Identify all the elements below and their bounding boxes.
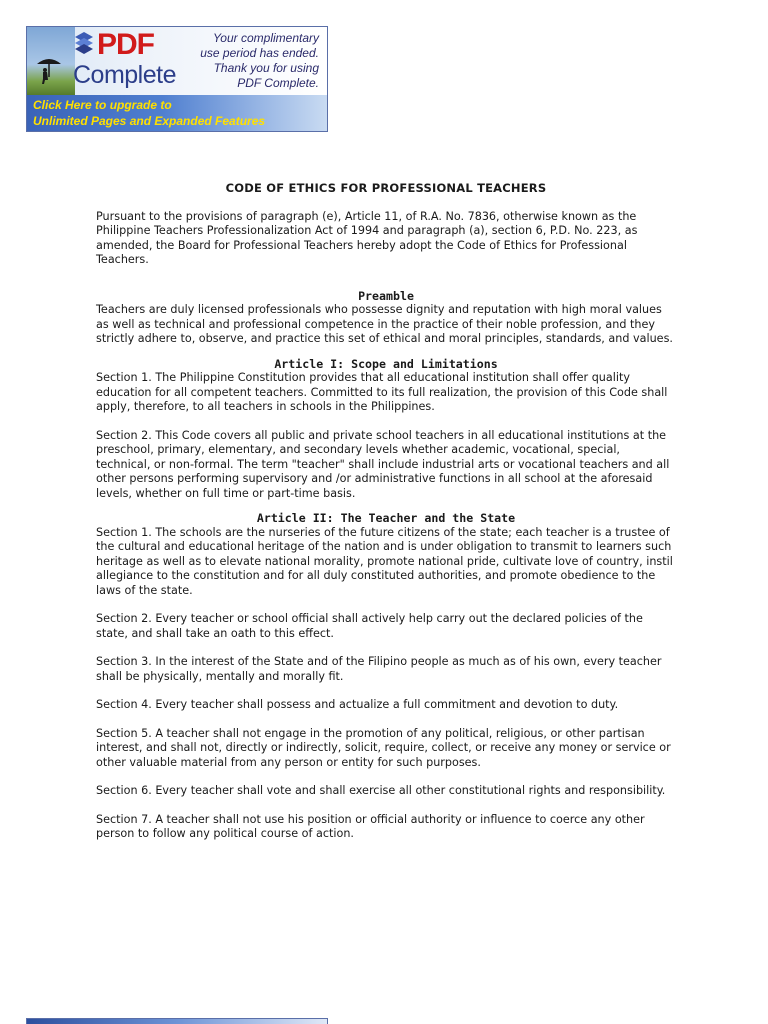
article-2-section-5: Section 5. A teacher shall not engage in the promotion of any political, religious, or other partisan interest, and shall not, directly or indirectly, solicit, require, collect, or receive any money or service or other valuable material from any person or entity for such purposes. xyxy=(96,726,671,769)
logo-complete-text: Complete xyxy=(73,61,176,89)
upgrade-cta-line[interactable]: Unlimited Pages and Expanded Features xyxy=(33,114,266,128)
article-2-section-2: Section 2. Every teacher or school official shall actively help carry out the declared policies of the state, and shall take an oath to this effect. xyxy=(96,612,643,640)
upgrade-cta[interactable] xyxy=(33,97,265,129)
banner-message-line: use period has ended. xyxy=(200,46,319,60)
banner-message-line: Thank you for using xyxy=(213,61,319,75)
banner-message xyxy=(179,31,319,91)
upgrade-link[interactable] xyxy=(27,95,327,132)
article-2-section-4: Section 4. Every teacher shall possess and actualize a full commitment and devotion to duty. xyxy=(96,698,619,711)
document-body xyxy=(96,181,676,856)
pdf-complete-banner[interactable] xyxy=(26,26,328,132)
article-2-section-1: Section 1. The schools are the nurseries of the future citizens of the state; each teacher is a trustee of the cultural and educational heritage of the nation and is under obligation to transmit to learners such heritage as well as to elevate national morality, promote national pride, cultivate love of country, instil allegiance to the constitution and for all duly constituted authorities, and promote obedience to the laws of the state. xyxy=(96,525,673,597)
article-1-section-2: Section 2. This Code covers all public and private school teachers in all educational institutions at the preschool, primary, elementary, and secondary levels whether academic, vocational, special, technical, or non-formal. The term "teacher" shall include industrial arts or vocational teachers and all other persons performing supervisory and /or administrative functions in all school at the aforesaid levels, whether on full time or part-time basis. xyxy=(96,428,670,500)
article-2-section-6: Section 6. Every teacher shall vote and shall exercise all other constitutional rights and responsibility. xyxy=(96,784,666,797)
article-2-heading: Article II: The Teacher and the State xyxy=(256,511,516,525)
article-1-heading: Article I: Scope and Limitations xyxy=(274,356,498,371)
preamble-heading: Preamble xyxy=(358,288,414,303)
umbrella-figure-icon xyxy=(35,55,63,85)
banner-message-line: PDF Complete. xyxy=(237,76,319,90)
intro-paragraph: Pursuant to the provisions of paragraph (e), Article 11, of R.A. No. 7836, otherwise known as the Philippine Teachers Professionalization Act of 1994 and paragraph (a), section 6, P.D. No. 223, as amended, the Board for Professional Teachers hereby adopt the Code of Ethics for Professional Teachers. xyxy=(96,209,638,266)
preamble-text: Teachers are duly licensed professionals who possesse dignity and reputation with high moral values as well as technical and professional competence in the practice of their noble profession, and they strictly adhere to, observe, and practice this set of ethical and moral principles, standards, and values. xyxy=(96,303,673,345)
logo-pdf-text: PDF xyxy=(97,28,154,61)
document-title: CODE OF ETHICS FOR PROFESSIONAL TEACHERS xyxy=(225,181,547,195)
banner-message-line: Your complimentary xyxy=(212,31,319,45)
pdf-logo-icon xyxy=(73,31,95,57)
article-2-section-3: Section 3. In the interest of the State and of the Filipino people as much as of his own, every teacher shall be physically, mentally and morally fit. xyxy=(96,655,662,683)
article-1-section-1: Section 1. The Philippine Constitution provides that all educational institution shall offer quality education for all competent teachers. Committed to its full realization, the provision of this Code shall apply, therefore, to all teachers in schools in the Philippines. xyxy=(96,371,668,413)
banner-photo xyxy=(27,27,75,95)
pdf-complete-banner-footer[interactable] xyxy=(26,1018,328,1024)
article-2-section-7: Section 7. A teacher shall not use his position or official authority or influence to coerce any other person to follow any political course of action. xyxy=(96,812,645,840)
upgrade-cta-line[interactable]: Click Here to upgrade to xyxy=(33,98,172,112)
